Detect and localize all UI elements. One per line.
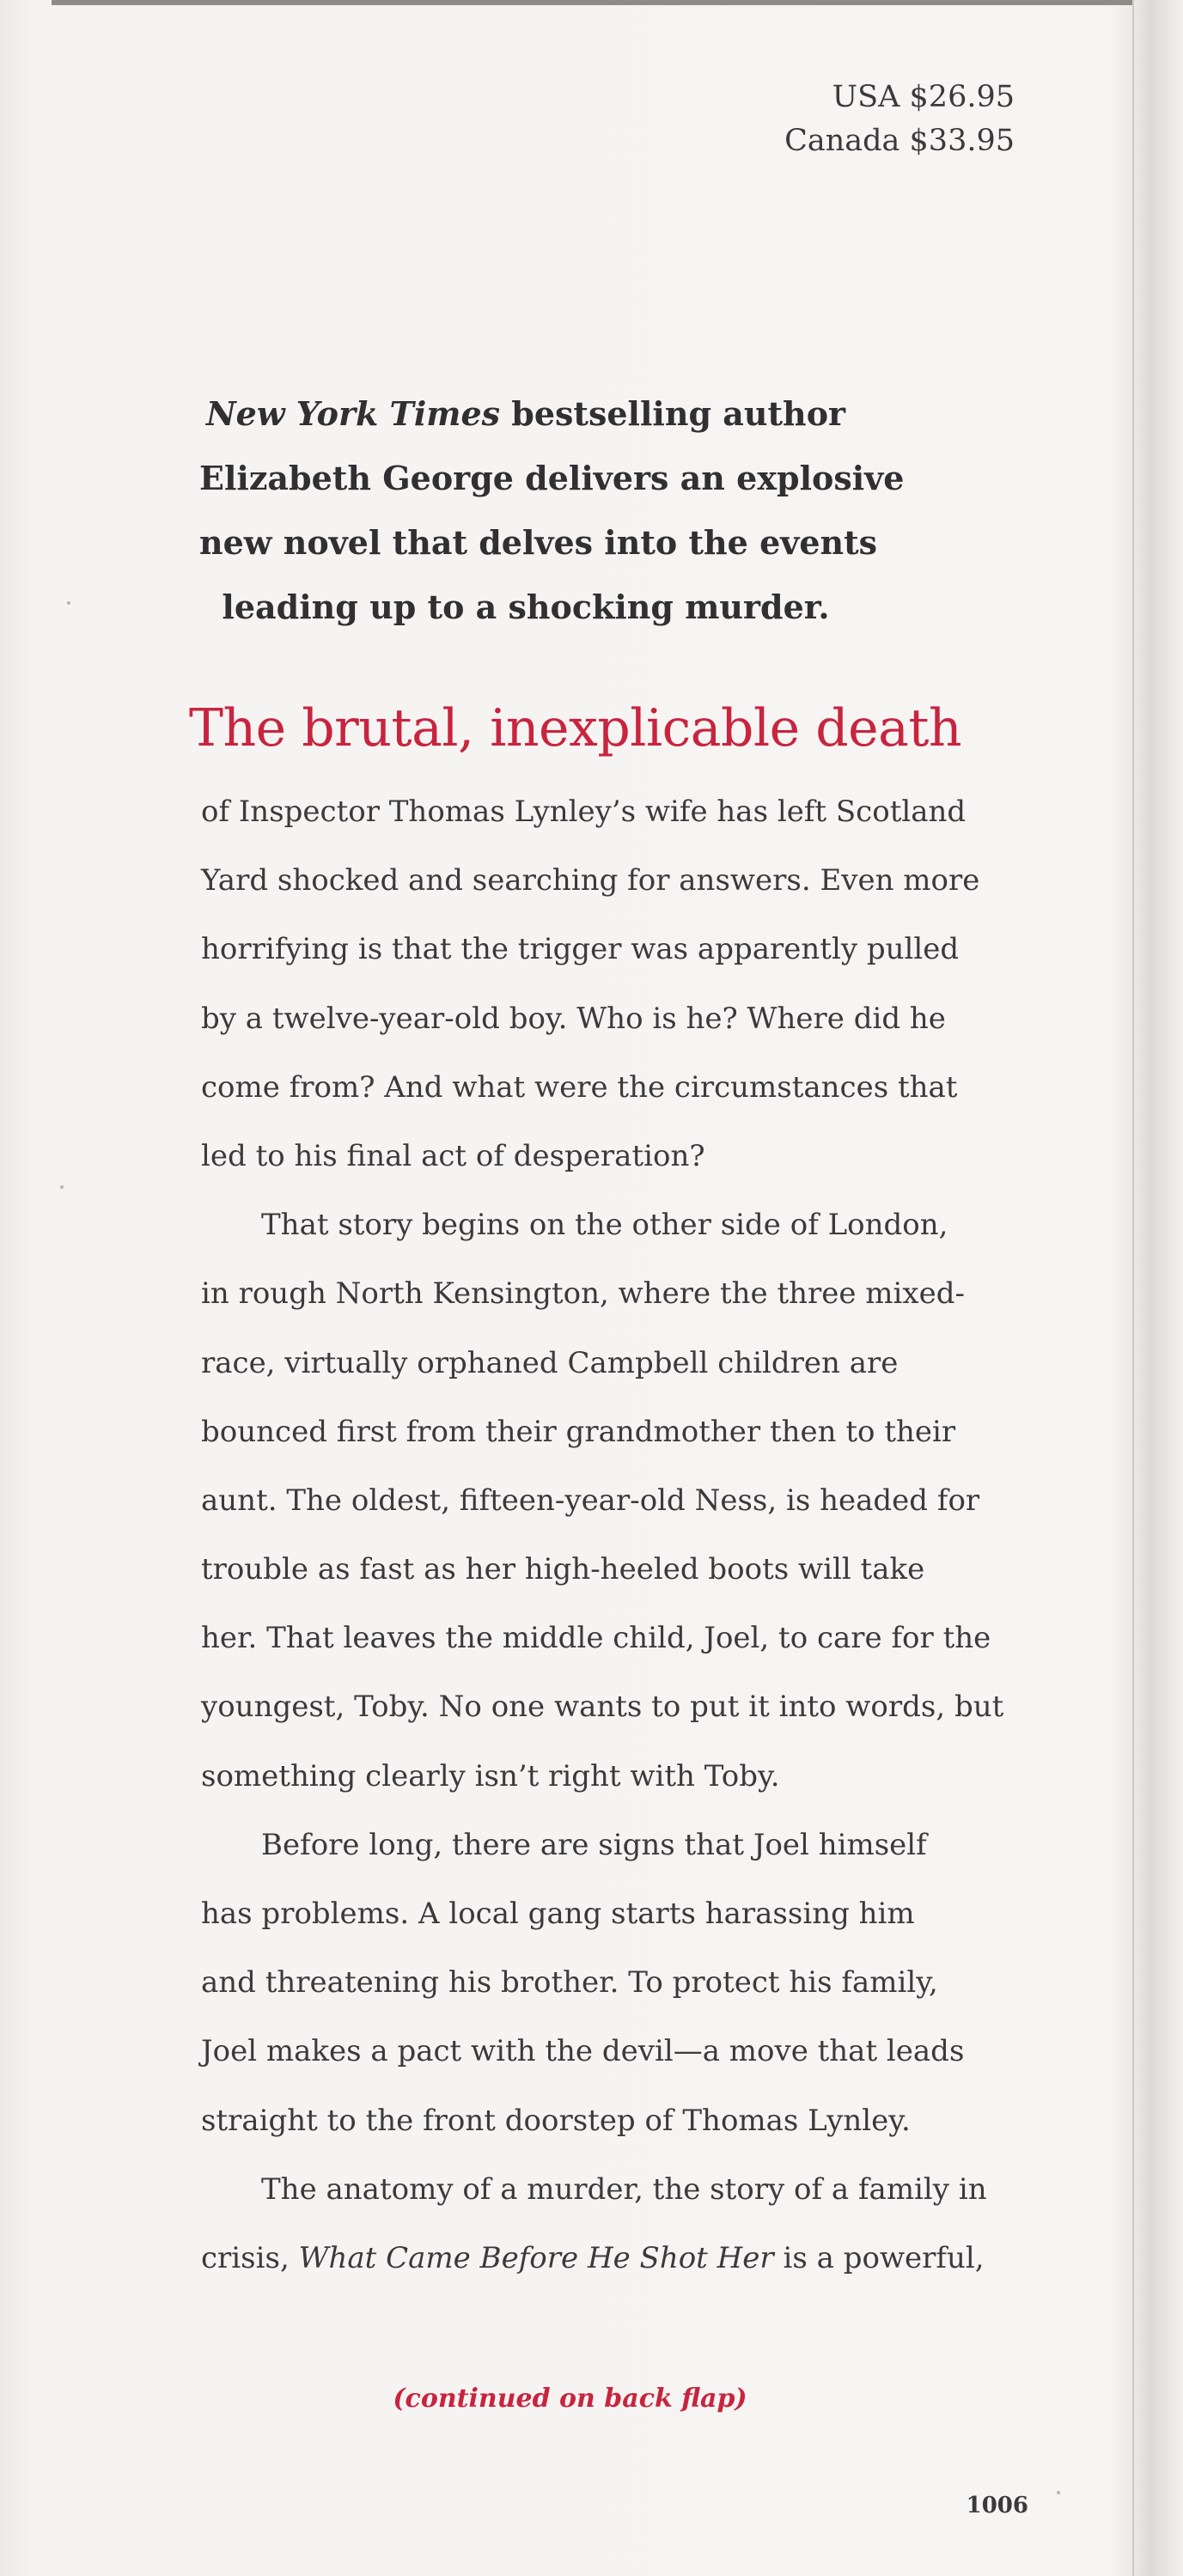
headline: The brutal, inexplicable death — [189, 698, 962, 758]
newspaper-title: New York Times — [205, 394, 501, 433]
body-line: come from? And what were the circumstances that — [201, 1069, 958, 1105]
catalog-code: 1006 — [966, 2493, 1028, 2518]
continued-note: (continued on back flap) — [393, 2384, 747, 2414]
body-line: trouble as fast as her high-heeled boots will take — [201, 1552, 925, 1587]
paper-speck — [67, 601, 70, 605]
top-edge-shadow — [52, 0, 1134, 5]
body-line: The anatomy of a murder, the story of a family in — [261, 2171, 987, 2207]
body-line: something clearly isn’t right with Toby. — [201, 1758, 780, 1793]
tagline-line-1-rest: bestselling author — [500, 394, 846, 433]
price-block — [784, 76, 1015, 163]
body-line: race, virtually orphaned Campbell children are — [201, 1345, 899, 1380]
body-line: Before long, there are signs that Joel himself — [261, 1827, 927, 1862]
price-usa: USA $26.95 — [832, 80, 1015, 114]
paper-speck — [1057, 2491, 1060, 2494]
body-line: Joel makes a pact with the devil—a move that leads — [201, 2034, 965, 2069]
last-line-start: crisis, — [201, 2240, 299, 2275]
body-line: led to his final act of desperation? — [201, 1138, 705, 1173]
body-line: Yard shocked and searching for answers. Even more — [201, 863, 980, 898]
body-line: bounced first from their grandmother then to their — [201, 1414, 956, 1449]
body-line: of Inspector Thomas Lynley’s wife has left Scotland — [201, 795, 967, 829]
paper-speck — [60, 1185, 64, 1189]
body-line: by a twelve-year-old boy. Who is he? Where did he — [201, 1001, 946, 1036]
tagline — [199, 381, 905, 639]
tagline-line-3: new novel that delves into the events — [199, 523, 878, 562]
body-line: in rough North Kensington, where the three mixed- — [201, 1276, 965, 1312]
body-line: That story begins on the other side of London, — [261, 1208, 948, 1243]
price-canada: Canada $33.95 — [784, 124, 1015, 158]
body-line: aunt. The oldest, fifteen-year-old Ness, is headed for — [201, 1483, 980, 1518]
tagline-line-2: Elizabeth George delivers an explosive — [199, 459, 905, 497]
body-line: straight to the front doorstep of Thomas Lynley. — [201, 2103, 911, 2138]
body-line-last — [201, 2224, 1026, 2293]
last-line-end: is a powerful, — [773, 2240, 985, 2275]
body-line: youngest, Toby. No one wants to put it into words, but — [201, 1690, 1004, 1725]
body-line: her. That leaves the middle child, Joel, to care for the — [201, 1621, 991, 1656]
synopsis-body — [201, 777, 1026, 2293]
body-line: and threatening his brother. To protect his family, — [201, 1965, 938, 2001]
body-line: horrifying is that the trigger was apparently pulled — [201, 932, 960, 967]
book-title: What Came Before He Shot Her — [298, 2240, 774, 2275]
body-line: has problems. A local gang starts harassing him — [201, 1897, 915, 1931]
tagline-line-4: leading up to a shocking murder. — [222, 588, 830, 626]
tagline-line-1 — [199, 381, 852, 446]
flap-fold-edge — [1132, 0, 1134, 2576]
